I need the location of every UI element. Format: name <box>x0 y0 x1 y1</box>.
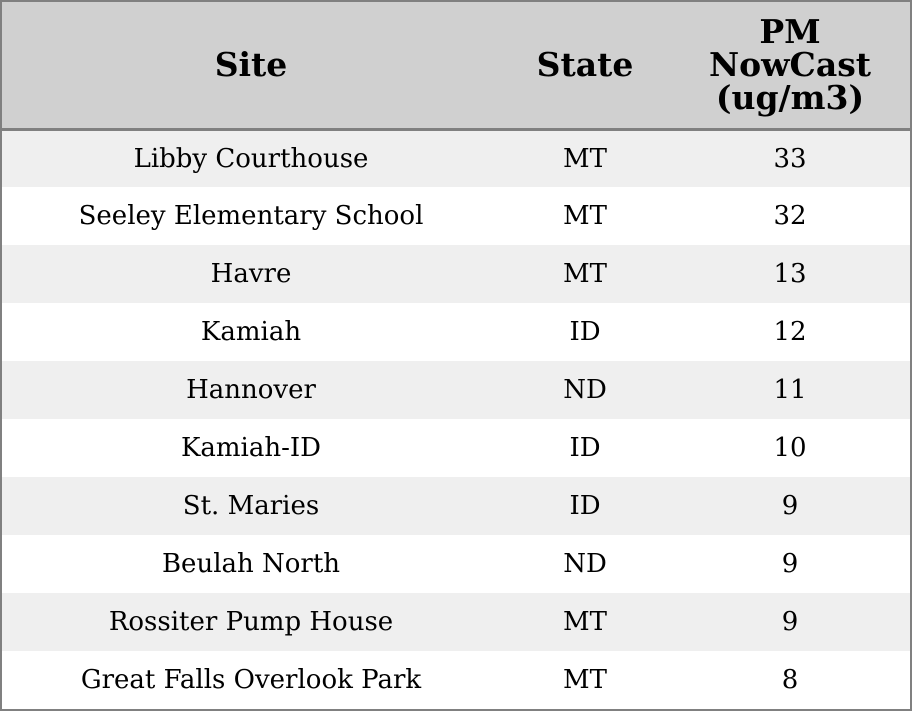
header-pm-nowcast <box>670 2 910 129</box>
cell-state: MT <box>563 201 607 231</box>
cell-site: St. Maries <box>182 491 320 521</box>
cell-site: Rossiter Pump House <box>108 607 394 637</box>
cell-pm-nowcast: 32 <box>773 201 807 231</box>
cell-state: MT <box>563 664 607 695</box>
cell-pm-nowcast: 9 <box>781 607 799 637</box>
table-row <box>2 477 910 535</box>
table-row <box>2 419 910 477</box>
table-row <box>2 303 910 361</box>
cell-state: ND <box>563 549 607 579</box>
table-row <box>2 129 910 187</box>
table-row <box>2 361 910 419</box>
cell-site: Seeley Elementary School <box>78 201 424 231</box>
header-pm-line-2: NowCast <box>708 45 872 85</box>
cell-state: ND <box>563 375 607 405</box>
cell-pm-nowcast: 13 <box>773 259 807 289</box>
table-body <box>2 129 910 708</box>
cell-state: MT <box>563 607 607 637</box>
table-row <box>2 535 910 593</box>
table-row <box>2 651 910 708</box>
cell-pm-nowcast: 11 <box>773 375 807 405</box>
cell-site: Kamiah-ID <box>180 433 322 463</box>
cell-site: Havre <box>210 259 292 289</box>
cell-state: ID <box>569 491 601 521</box>
header-state: State <box>500 2 670 129</box>
cell-site: Hannover <box>186 375 316 405</box>
cell-state: ID <box>569 317 601 347</box>
cell-pm-nowcast: 9 <box>781 549 799 579</box>
table-row <box>2 245 910 303</box>
cell-pm-nowcast: 12 <box>773 317 807 347</box>
cell-pm-nowcast: 8 <box>781 664 799 695</box>
cell-state: MT <box>563 259 607 289</box>
cell-state: MT <box>563 143 607 174</box>
header-site: Site <box>2 2 500 129</box>
cell-pm-nowcast: 10 <box>773 433 807 463</box>
table-row <box>2 593 910 651</box>
header-row <box>2 2 910 129</box>
cell-state: ID <box>569 433 601 463</box>
cell-site: Great Falls Overlook Park <box>80 664 422 695</box>
cell-pm-nowcast: 9 <box>781 491 799 521</box>
cell-site: Beulah North <box>161 549 341 579</box>
header-pm-line-1: PM <box>759 12 821 52</box>
table-header <box>2 2 910 129</box>
cell-site: Libby Courthouse <box>133 143 369 174</box>
pm-nowcast-table <box>2 2 910 708</box>
cell-site: Kamiah <box>200 317 302 347</box>
header-pm-line-3: (ug/m3) <box>715 78 865 118</box>
table-row <box>2 187 910 245</box>
cell-pm-nowcast: 33 <box>773 143 807 174</box>
